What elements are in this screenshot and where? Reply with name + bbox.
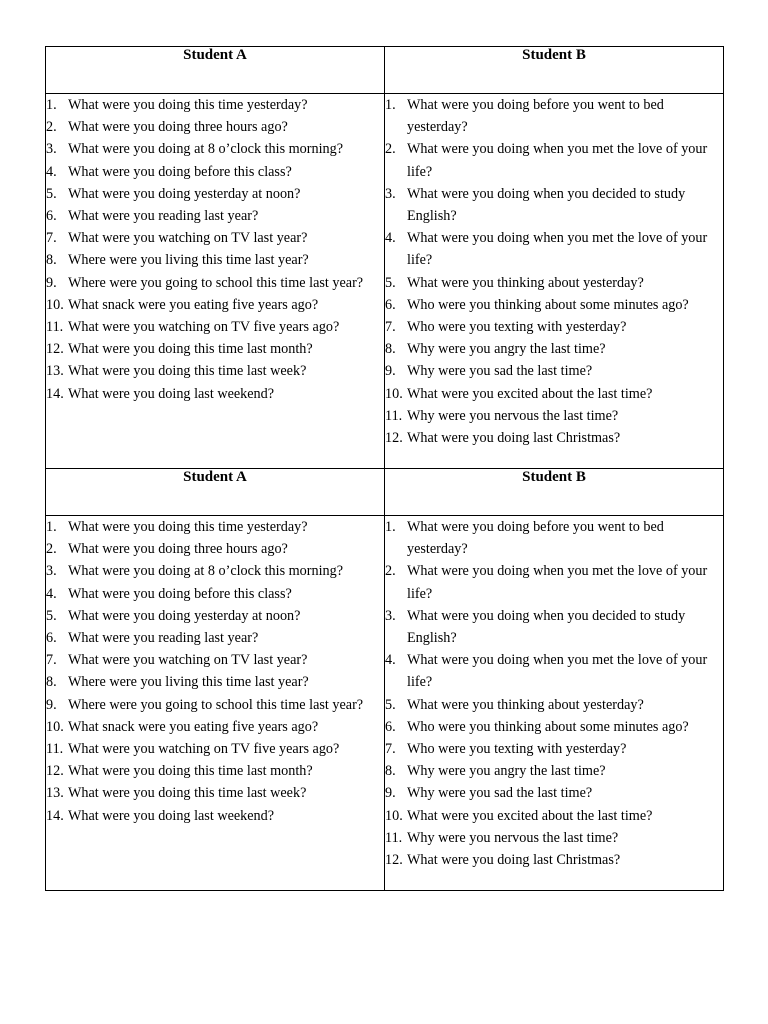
question-number: 12. [46,341,64,358]
question-item [385,516,723,560]
question-item [385,738,723,760]
question-text: Why were you angry the last time? [407,341,606,358]
question-text: Why were you sad the last time? [407,785,593,802]
question-item [385,605,723,649]
question-text: Who were you thinking about some minutes ago? [407,718,689,735]
question-number: 11. [385,407,403,424]
question-number: 9. [46,274,57,291]
question-text: What were you doing three hours ago? [68,119,288,136]
question-text: What were you doing when you decided to study English? [407,185,686,225]
question-item [385,294,723,316]
question-text: What were you doing yesterday at noon? [68,185,301,202]
question-item [46,716,384,738]
question-item [385,94,723,138]
question-item [46,760,384,782]
question-item [46,383,384,405]
question-text: Why were you nervous the last time? [407,829,619,846]
question-number: 14. [46,807,64,824]
question-number: 5. [46,607,57,624]
question-number: 11. [46,741,64,758]
question-number: 10. [385,385,403,402]
question-item [385,694,723,716]
question-item [46,161,384,183]
question-number: 1. [385,97,396,113]
question-item [46,338,384,360]
question-number: 7. [46,230,57,247]
question-text: Why were you angry the last time? [407,763,606,780]
question-number: 13. [46,785,64,802]
question-text: What were you doing this time last month? [68,763,313,780]
question-number: 12. [385,852,403,869]
question-number: 11. [46,319,64,336]
question-text: What were you excited about the last time? [407,385,653,402]
question-text: What were you doing at 8 o’clock this morning? [68,141,344,158]
student-b-questions [385,516,724,891]
question-item [46,272,384,294]
question-number: 8. [385,341,396,358]
question-item [385,805,723,827]
question-item [385,782,723,804]
question-item [46,649,384,671]
question-item [46,738,384,760]
question-text: Why were you nervous the last time? [407,407,619,424]
question-number: 6. [385,296,396,313]
question-number: 10. [46,718,64,735]
question-item [46,538,384,560]
question-item [46,116,384,138]
question-item [46,805,384,827]
student-a-heading: Student A [46,469,385,516]
question-item [385,716,723,738]
question-number: 2. [46,119,57,136]
question-item [385,405,723,427]
question-number: 10. [46,296,64,313]
question-item [46,583,384,605]
student-a-questions [46,94,385,469]
question-number: 5. [385,274,396,291]
question-text: What were you doing last Christmas? [407,430,621,447]
question-item [385,827,723,849]
question-item [385,383,723,405]
question-item [385,360,723,382]
question-text: What were you doing last Christmas? [407,852,621,869]
question-text: Who were you texting with yesterday? [407,741,627,758]
question-item [385,649,723,693]
question-number: 3. [385,185,396,202]
question-number: 8. [46,252,57,269]
question-text: What were you thinking about yesterday? [407,274,644,291]
question-number: 9. [46,696,57,713]
question-text: What were you watching on TV five years ago? [68,741,340,758]
question-number: 3. [385,607,396,624]
question-text: What were you doing when you met the love of your life? [407,652,708,691]
question-number: 5. [46,185,57,202]
question-number: 1. [385,519,396,535]
question-item [46,94,384,116]
questions-row [46,516,724,891]
question-number: 3. [46,141,57,158]
question-item [46,671,384,693]
question-number: 4. [385,230,396,247]
question-text: What were you doing before you went to bed yesterday? [407,519,664,558]
question-item [385,272,723,294]
question-list [385,94,723,449]
question-number: 7. [385,741,396,758]
question-number: 6. [385,718,396,735]
question-text: What were you doing before this class? [68,163,292,180]
question-number: 14. [46,385,64,402]
question-text: What were you doing this time yesterday? [68,97,308,113]
question-text: What were you excited about the last time? [407,807,653,824]
student-a-questions [46,516,385,891]
question-list [385,516,723,871]
question-text: What were you reading last year? [68,630,259,647]
question-number: 6. [46,630,57,647]
question-table [45,46,724,891]
question-number: 6. [46,208,57,225]
question-text: What were you doing when you met the love of your life? [407,141,708,180]
question-number: 5. [385,696,396,713]
student-b-questions [385,94,724,469]
question-text: What were you doing three hours ago? [68,541,288,558]
question-number: 8. [385,763,396,780]
header-row [46,47,724,94]
question-item [46,782,384,804]
question-list [46,94,384,405]
question-text: Where were you living this time last year? [68,252,309,269]
question-text: What snack were you eating five years ago? [68,296,319,313]
question-item [46,294,384,316]
question-number: 4. [385,652,396,669]
question-text: What were you doing before you went to bed yesterday? [407,97,664,136]
question-text: What were you watching on TV last year? [68,652,308,669]
question-text: What were you thinking about yesterday? [407,696,644,713]
question-item [46,227,384,249]
question-number: 1. [46,519,57,535]
question-item [385,338,723,360]
question-number: 12. [46,763,64,780]
question-text: What were you doing before this class? [68,585,292,602]
header-row [46,469,724,516]
question-item [385,138,723,182]
question-text: What were you doing this time last week? [68,785,307,802]
question-item [46,627,384,649]
question-number: 9. [385,785,396,802]
question-text: What were you watching on TV five years ago? [68,319,340,336]
question-text: Where were you going to school this time last year? [68,274,364,291]
question-text: Who were you texting with yesterday? [407,319,627,336]
question-text: What were you doing yesterday at noon? [68,607,301,624]
question-number: 1. [46,97,57,113]
question-text: What were you doing this time yesterday? [68,519,308,535]
question-list [46,516,384,827]
question-text: Who were you thinking about some minutes ago? [407,296,689,313]
question-text: What were you doing last weekend? [68,385,275,402]
questions-row [46,94,724,469]
question-item [46,516,384,538]
worksheet-page [45,46,723,891]
question-item [46,605,384,627]
question-item [46,694,384,716]
question-number: 7. [46,652,57,669]
question-number: 2. [46,541,57,558]
question-number: 10. [385,807,403,824]
question-number: 8. [46,674,57,691]
question-number: 4. [46,585,57,602]
question-text: What snack were you eating five years ago? [68,718,319,735]
question-text: Where were you living this time last year? [68,674,309,691]
question-number: 3. [46,563,57,580]
question-table-body [46,47,724,891]
question-number: 13. [46,363,64,380]
question-item [385,227,723,271]
question-number: 12. [385,430,403,447]
question-text: What were you doing this time last month? [68,341,313,358]
question-item [46,249,384,271]
question-item [46,138,384,160]
question-number: 11. [385,829,403,846]
student-b-heading: Student B [385,469,724,516]
question-item [46,205,384,227]
question-item [385,560,723,604]
question-item [385,849,723,871]
question-number: 9. [385,363,396,380]
question-text: What were you doing this time last week? [68,363,307,380]
question-text: Why were you sad the last time? [407,363,593,380]
question-item [385,316,723,338]
question-text: What were you doing at 8 o’clock this morning? [68,563,344,580]
question-item [46,360,384,382]
question-item [46,183,384,205]
question-item [46,560,384,582]
question-number: 2. [385,141,396,158]
question-number: 4. [46,163,57,180]
question-text: Where were you going to school this time last year? [68,696,364,713]
question-text: What were you reading last year? [68,208,259,225]
student-b-heading: Student B [385,47,724,94]
question-text: What were you doing when you met the love of your life? [407,563,708,602]
question-item [46,316,384,338]
question-number: 2. [385,563,396,580]
question-item [385,183,723,227]
student-a-heading: Student A [46,47,385,94]
question-text: What were you doing when you decided to study English? [407,607,686,647]
question-text: What were you doing last weekend? [68,807,275,824]
question-item [385,427,723,449]
question-text: What were you watching on TV last year? [68,230,308,247]
question-text: What were you doing when you met the love of your life? [407,230,708,269]
question-number: 7. [385,319,396,336]
question-item [385,760,723,782]
